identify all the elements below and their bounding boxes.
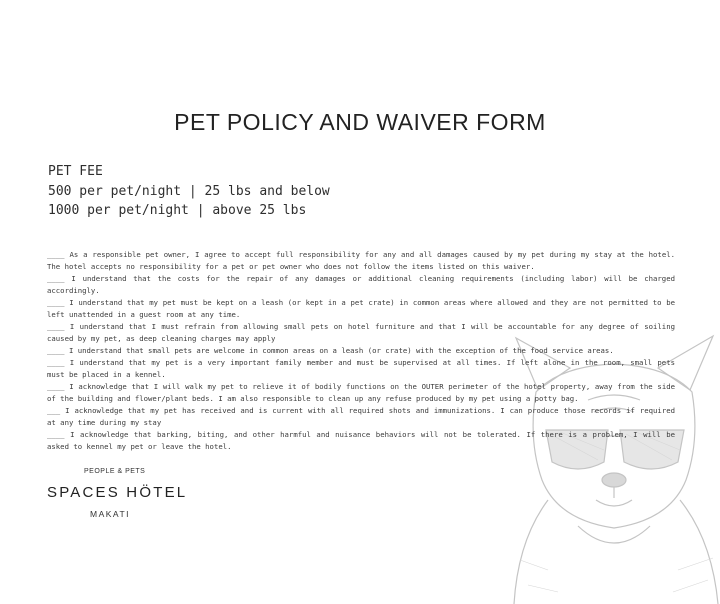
initial-blank[interactable]: ____ bbox=[47, 346, 65, 355]
brand-logo-name: SPACES HÖTEL bbox=[47, 484, 188, 501]
brand-city: MAKATI bbox=[90, 509, 131, 519]
clause-common-areas: ____ I understand that small pets are welcome in common areas on a leash (or crate) with the exception of the food service areas. bbox=[47, 346, 614, 355]
initial-blank[interactable]: ___ bbox=[47, 406, 61, 415]
clause-behavior: ____ I acknowledge that barking, biting, and other harmful and nuisance behaviors will not be tolerated. If there is a problem, I will be asked to kennel my pet or leave the hotel. bbox=[47, 430, 675, 451]
brand-tagline: PEOPLE & PETS bbox=[84, 468, 146, 475]
initial-blank[interactable]: ____ bbox=[47, 382, 65, 391]
clause-immunizations: ___ I acknowledge that my pet has received and is current with all required shots and immunizations. I can produce those records if required at any time during my stay bbox=[47, 406, 675, 427]
pet-fee-section bbox=[48, 162, 330, 221]
clause-furniture: ____ I understand that I must refrain from allowing small pets on hotel furniture and that I will be accountable for any degree of soiling caused by my pet, as deep cleaning charges may apply bbox=[47, 322, 675, 343]
initial-blank[interactable]: ____ bbox=[47, 274, 65, 283]
pet-fee-small: 500 per pet/night | 25 lbs and below bbox=[48, 183, 330, 199]
initial-blank[interactable]: ____ bbox=[47, 358, 65, 367]
waiver-clauses bbox=[47, 249, 675, 453]
clause-repair-costs: ____ I understand that the costs for the repair of any damages or additional cleaning requirements (including labor) will be charged accordingly. bbox=[47, 274, 675, 295]
clause-damages: ____ As a responsible pet owner, I agree to accept full responsibility for any and all damages caused by my pet during my stay at the hotel. The hotel accepts no responsibility for a pet or pet owner who does not follow the items listed on this waiver. bbox=[47, 250, 675, 271]
clause-walking: ____ I acknowledge that I will walk my pet to relieve it of bodily functions on the OUTER perimeter of the hotel property, away from the side of the building and flower/plant beds. I am also responsible to clean up any refuse produced by my pet using a potty bag. bbox=[47, 382, 675, 403]
initial-blank[interactable]: ____ bbox=[47, 322, 65, 331]
initial-blank[interactable]: ____ bbox=[47, 250, 65, 259]
form-title: PET POLICY AND WAIVER FORM bbox=[174, 109, 546, 135]
initial-blank[interactable]: ____ bbox=[47, 430, 65, 439]
clause-leash: ____ I understand that my pet must be kept on a leash (or kept in a pet crate) in common areas where allowed and they are not permitted to be left unattended in a guest room at any time. bbox=[47, 298, 675, 319]
pet-fee-heading: PET FEE bbox=[48, 164, 103, 179]
clause-supervision: ____ I understand that my pet is a very important family member and must be supervised at all times. If left alone in the room, small pets must be placed in a kennel. bbox=[47, 358, 675, 379]
pet-fee-large: 1000 per pet/night | above 25 lbs bbox=[48, 203, 307, 218]
initial-blank[interactable]: ____ bbox=[47, 298, 65, 307]
